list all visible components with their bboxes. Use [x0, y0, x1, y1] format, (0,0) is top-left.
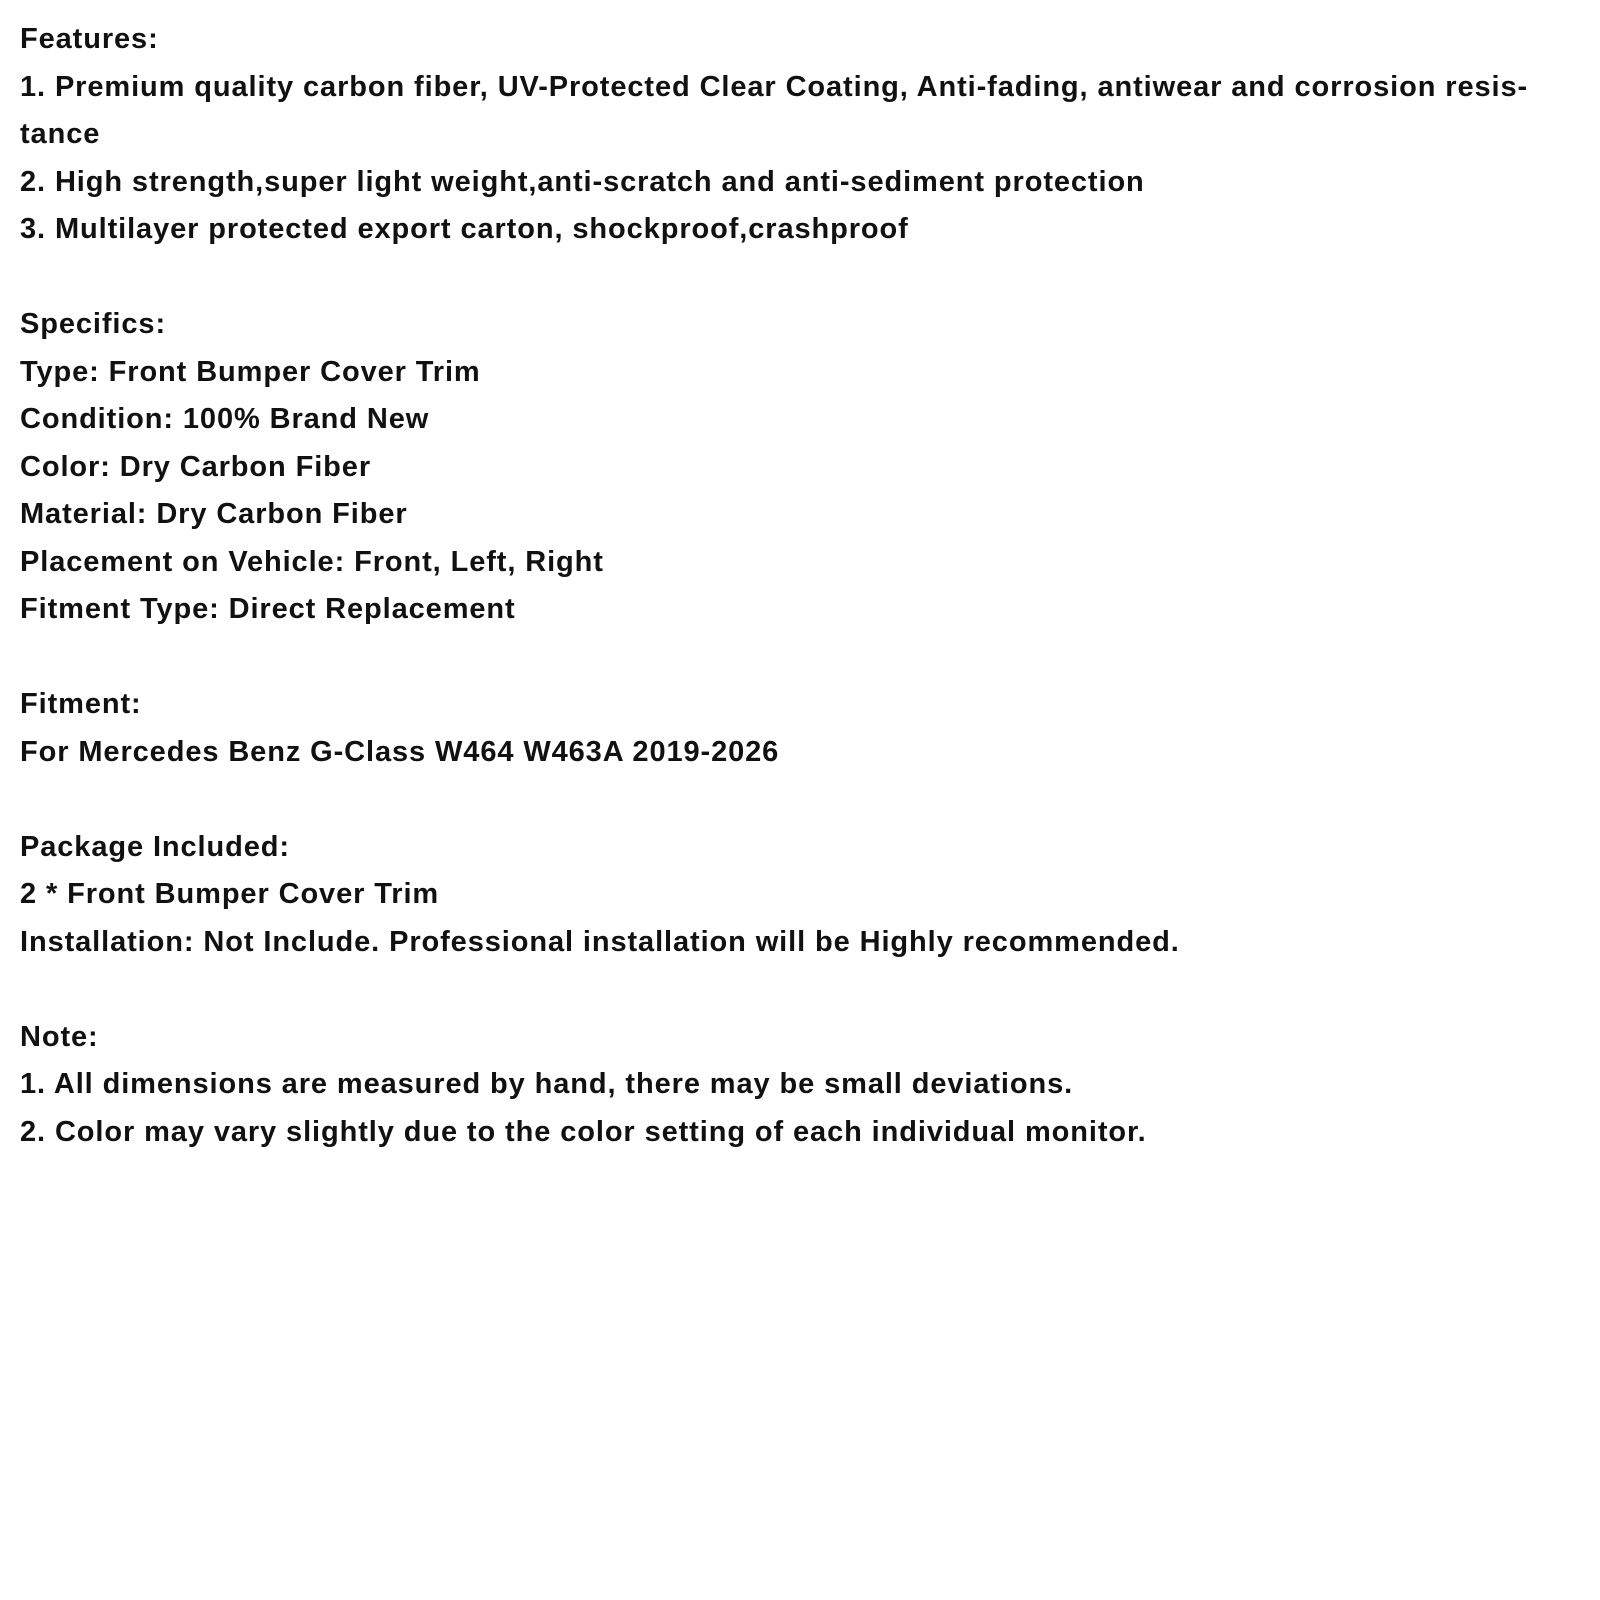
- section-spacer: [20, 776, 1580, 824]
- features-section: [20, 16, 1580, 254]
- spec-placement: Placement on Vehicle: Front, Left, Right: [20, 545, 604, 578]
- note-heading: Note:: [20, 1020, 99, 1053]
- section-spacer: [20, 966, 1580, 1014]
- section-spacer: [20, 634, 1580, 682]
- product-description: [20, 16, 1580, 1156]
- package-section: [20, 824, 1580, 967]
- package-item: 2 * Front Bumper Cover Trim: [20, 878, 440, 910]
- note-item: 1. All dimensions are measured by hand, there may be small deviations.: [20, 1068, 1074, 1100]
- spec-color: Color: Dry Carbon Fiber: [20, 450, 371, 483]
- spec-condition: Condition: 100% Brand New: [20, 403, 430, 435]
- feature-item: 1. Premium quality carbon fiber, UV-Protected Clear Coating, Anti-fading, antiwear and corrosion resis-: [20, 70, 1529, 103]
- fitment-heading: Fitment:: [20, 688, 142, 720]
- note-item: 2. Color may vary slightly due to the color setting of each individual monitor.: [20, 1115, 1147, 1148]
- feature-item-continuation: tance: [20, 118, 101, 150]
- specifics-heading: Specifics:: [20, 308, 166, 340]
- spec-type: Type: Front Bumper Cover Trim: [20, 355, 481, 388]
- fitment-section: [20, 681, 1580, 776]
- note-section: [20, 1014, 1580, 1157]
- section-spacer: [20, 254, 1580, 302]
- specifics-section: [20, 301, 1580, 634]
- feature-item: 2. High strength,super light weight,anti-scratch and anti-sediment protection: [20, 165, 1145, 198]
- fitment-vehicle: For Mercedes Benz G-Class W464 W463A 2019-2026: [20, 735, 780, 768]
- spec-material: Material: Dry Carbon Fiber: [20, 498, 408, 530]
- spec-fitment-type: Fitment Type: Direct Replacement: [20, 593, 516, 625]
- installation-note: Installation: Not Include. Professional installation will be Highly recommended.: [20, 925, 1180, 958]
- package-heading: Package Included:: [20, 830, 290, 863]
- features-heading: Features:: [20, 23, 159, 55]
- feature-item: 3. Multilayer protected export carton, shockproof,crashproof: [20, 213, 909, 245]
